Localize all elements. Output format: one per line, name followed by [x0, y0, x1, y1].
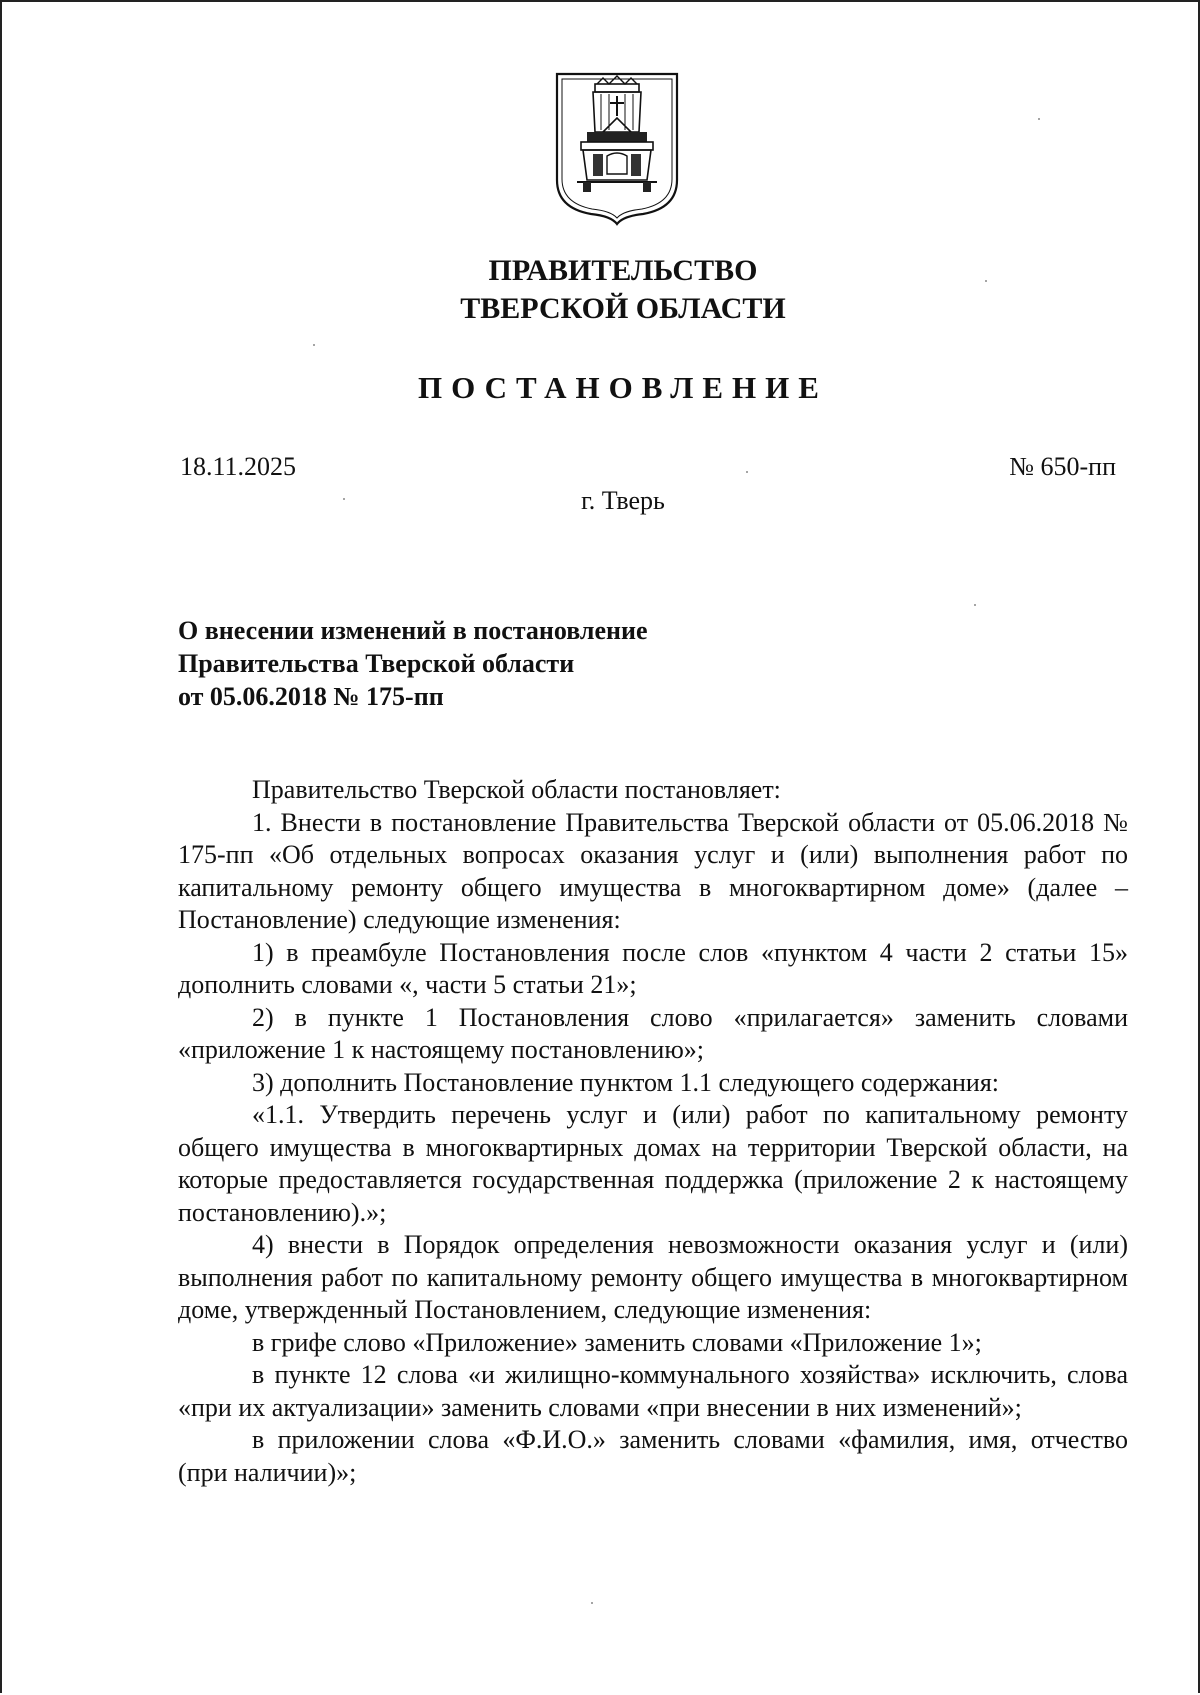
document-subject — [178, 614, 878, 713]
scan-speck — [985, 280, 987, 282]
document-date: 18.11.2025 — [180, 452, 297, 481]
body-paragraph: в грифе слово «Приложение» заменить словами «Приложение 1»; — [252, 1327, 982, 1357]
document-number: № 650-пп — [1009, 452, 1116, 481]
body-paragraph: в пункте 12 слова «и жилищно-коммунального хозяйства» исключить, слова «при их актуализации» заменить словами «при внесении в них изменений»; — [178, 1360, 1128, 1422]
scan-speck — [1038, 118, 1040, 120]
scan-speck — [746, 471, 748, 473]
body-paragraph: в приложении слова «Ф.И.О.» заменить словами «фамилия, имя, отчество (при наличии)»; — [178, 1425, 1128, 1487]
scan-speck — [974, 604, 976, 606]
document-body — [178, 774, 1128, 1489]
subject-line1: О внесении изменений в постановление — [178, 616, 648, 645]
body-paragraph: 2) в пункте 1 Постановления слово «прилагается» заменить словами «приложение 1 к настоящему постановлению»; — [178, 1002, 1128, 1064]
body-paragraph: Правительство Тверской области постановляет: — [252, 775, 781, 804]
body-paragraph: 1. Внести в постановление Правительства Тверской области от 05.06.2018 № 175-пп «Об отдельных вопросах оказания услуг и (или) выполнения работ по капитальному ремонту общего имущества в многоквартирном доме» (далее – Постановление) следующие изменения: — [178, 807, 1128, 934]
subject-line3: от 05.06.2018 № 175-пп — [178, 682, 444, 711]
subject-line2: Правительства Тверской области — [178, 649, 575, 678]
tver-coat-of-arms-icon — [553, 70, 681, 226]
scan-speck — [313, 344, 315, 346]
body-paragraph: 4) внести в Порядок определения невозможности оказания услуг и (или) выполнения работ по капитальному ремонту общего имущества в многоквартирном доме, утвержденный Постановлением, следующие изменения: — [178, 1230, 1128, 1324]
body-paragraph: 1) в преамбуле Постановления после слов «пунктом 4 части 2 статьи 15» дополнить словами «, части 5 статьи 21»; — [178, 937, 1128, 999]
document-city: г. Тверь — [581, 486, 665, 515]
body-paragraph: «1.1. Утвердить перечень услуг и (или) работ по капитальному ремонту общего имущества в многоквартирных домах на территории Тверской области, на которые предоставляется государственная поддержка (приложение 2 к настоящему постановлению).»; — [178, 1100, 1128, 1227]
scan-speck — [591, 1602, 593, 1604]
government-title-line2: ТВЕРСКОЙ ОБЛАСТИ — [460, 292, 786, 325]
government-title-line1: ПРАВИТЕЛЬСТВО — [488, 254, 758, 287]
scan-speck — [343, 498, 345, 500]
government-title — [0, 252, 1200, 328]
document-type: ПОСТАНОВЛЕНИЕ — [418, 370, 828, 405]
body-paragraph: 3) дополнить Постановление пунктом 1.1 следующего содержания: — [252, 1067, 1000, 1097]
